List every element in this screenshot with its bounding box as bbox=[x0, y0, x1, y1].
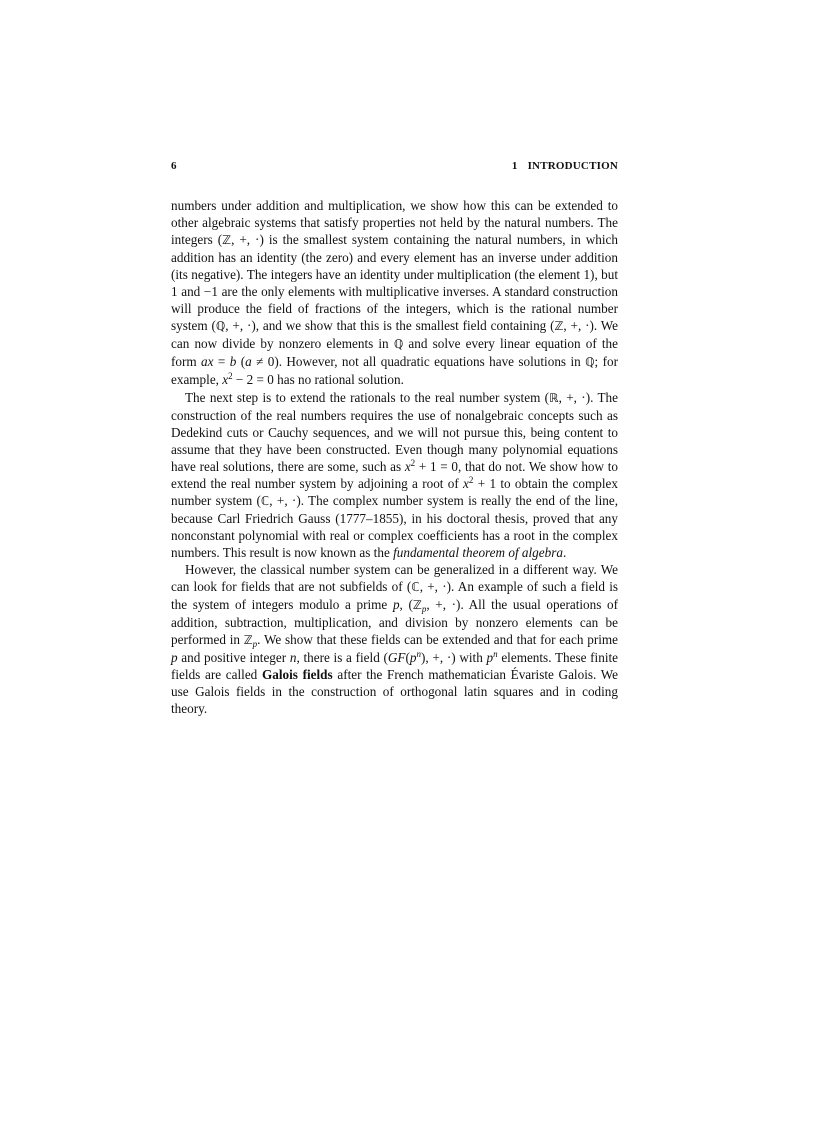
text-run: , ( bbox=[399, 597, 413, 613]
text-run: , +, ·), and we show that this is the smallest field containing ( bbox=[225, 318, 555, 334]
text-run: , +, ·). The construction of the real numbers requires the use of nonalgebraic concepts such as Dedekind cuts or Cauchy sequences, and we will not pursue this, being content to assume that they have been constructed. Even though many polynomial equations have real solutions, there are some, such as bbox=[171, 389, 618, 474]
text-run: x bbox=[463, 475, 469, 491]
text-run: ℤ bbox=[243, 633, 253, 648]
text-run: ≠ 0). However, not all quadratic equations have solutions in bbox=[251, 354, 586, 370]
text-run: p bbox=[486, 650, 494, 666]
text-run: , +, ·). We can now divide by nonzero elements in bbox=[171, 318, 618, 352]
running-head bbox=[171, 160, 618, 180]
text-run: after the French mathematician Évariste Galois. We use Galois fields in the construction of orthogonal latin squares and in coding theory. bbox=[171, 667, 618, 717]
text-run: ℤ bbox=[412, 598, 422, 613]
text-run: , +, ·) is the smallest system containing the natural numbers, in which addition has an identity (the zero) and every element has an inverse under addition (its negative). The integers have an identity under multiplication (the element 1), but 1 and −1 are the only elements with multiplicative inverses. A standard construction will produce the field of fractions of the integers, which is the rational number system ( bbox=[171, 232, 618, 334]
text-run: n bbox=[416, 649, 421, 660]
text-run: , there is a field ( bbox=[296, 650, 388, 666]
text-run: fundamental theorem of algebra bbox=[393, 544, 563, 560]
text-run: p bbox=[392, 597, 400, 613]
text-run: x bbox=[404, 458, 411, 474]
text-run: 2 bbox=[468, 474, 474, 485]
text-run: ( bbox=[405, 650, 410, 666]
paragraph-1 bbox=[171, 197, 618, 389]
text-run: , +, ·). An example of such a field is the system of integers modulo a prime bbox=[171, 579, 618, 613]
text-run: ℤ bbox=[554, 319, 564, 334]
text-run: and positive integer bbox=[177, 650, 290, 666]
text-run: ℤ bbox=[222, 233, 232, 248]
text-run: , +, ·). The complex number system is really the end of the line, because Carl Friedrich Gauss (1777–1855), in his doctoral thesis, proved that any nonconstant polynomial with real or complex coefficients has a root in the complex numbers. This result is now known as the bbox=[171, 492, 618, 560]
chapter-title: INTRODUCTION bbox=[527, 160, 618, 172]
text-run: and solve every linear equation of the form bbox=[171, 336, 618, 370]
paragraph-2 bbox=[171, 389, 618, 561]
text-run: a bbox=[245, 354, 252, 370]
text-run: ℝ bbox=[549, 390, 559, 405]
text-run: b bbox=[229, 354, 237, 370]
text-run: ℂ bbox=[411, 580, 420, 595]
text-run: + 1 to obtain the complex number system ( bbox=[171, 475, 618, 508]
text-run: 2 bbox=[228, 371, 233, 382]
paragraph-3 bbox=[171, 561, 618, 717]
text-run: − 2 = 0 has no rational solution. bbox=[232, 372, 404, 388]
text-run: p bbox=[252, 639, 258, 650]
text-run: n bbox=[289, 650, 297, 666]
text-run: p bbox=[409, 650, 417, 666]
body-text bbox=[171, 197, 618, 717]
text-run: x bbox=[222, 372, 229, 388]
text-run: 2 bbox=[410, 457, 416, 468]
text-run: ℚ bbox=[393, 337, 404, 352]
text-run: However, the classical number system can be generalized in a different way. We can look for fields that are not subfields of ( bbox=[171, 561, 618, 595]
text-run: The next step is to extend the rationals to the real number system ( bbox=[185, 389, 550, 405]
page-number: 6 bbox=[171, 160, 177, 172]
text-run: ℂ bbox=[260, 493, 270, 508]
text-run: , +, ·). All the usual operations of addition, subtraction, multiplication, and division by nonzero elements can be performed in bbox=[171, 597, 618, 648]
text-run: p bbox=[171, 650, 178, 666]
text-run: Galois fields bbox=[261, 667, 333, 683]
book-page bbox=[171, 160, 618, 717]
text-run: . We show that these fields can be extended and that for each prime bbox=[257, 632, 618, 648]
text-run: elements. These finite fields are called bbox=[171, 650, 618, 683]
text-run: ℚ bbox=[585, 355, 595, 370]
text-run: ax bbox=[201, 354, 214, 370]
text-run: ; for example, bbox=[171, 354, 618, 388]
text-run: p bbox=[421, 604, 427, 615]
text-run: numbers under addition and multiplication, we show how this can be extended to other algebraic systems that satisfy properties not held by the natural numbers. The integers ( bbox=[171, 198, 618, 248]
text-run: ℚ bbox=[215, 319, 226, 334]
text-run: + 1 = 0, that do not. We show how to extend the real number system by adjoining a root of bbox=[171, 458, 618, 491]
text-run: GF bbox=[387, 650, 406, 666]
text-run: n bbox=[493, 649, 498, 660]
chapter-heading bbox=[512, 160, 618, 172]
text-run: . bbox=[562, 544, 567, 560]
text-run: = bbox=[213, 354, 230, 370]
chapter-number: 1 bbox=[511, 160, 518, 172]
text-run: ( bbox=[236, 354, 246, 370]
text-run: ), +, ·) with bbox=[421, 650, 487, 666]
